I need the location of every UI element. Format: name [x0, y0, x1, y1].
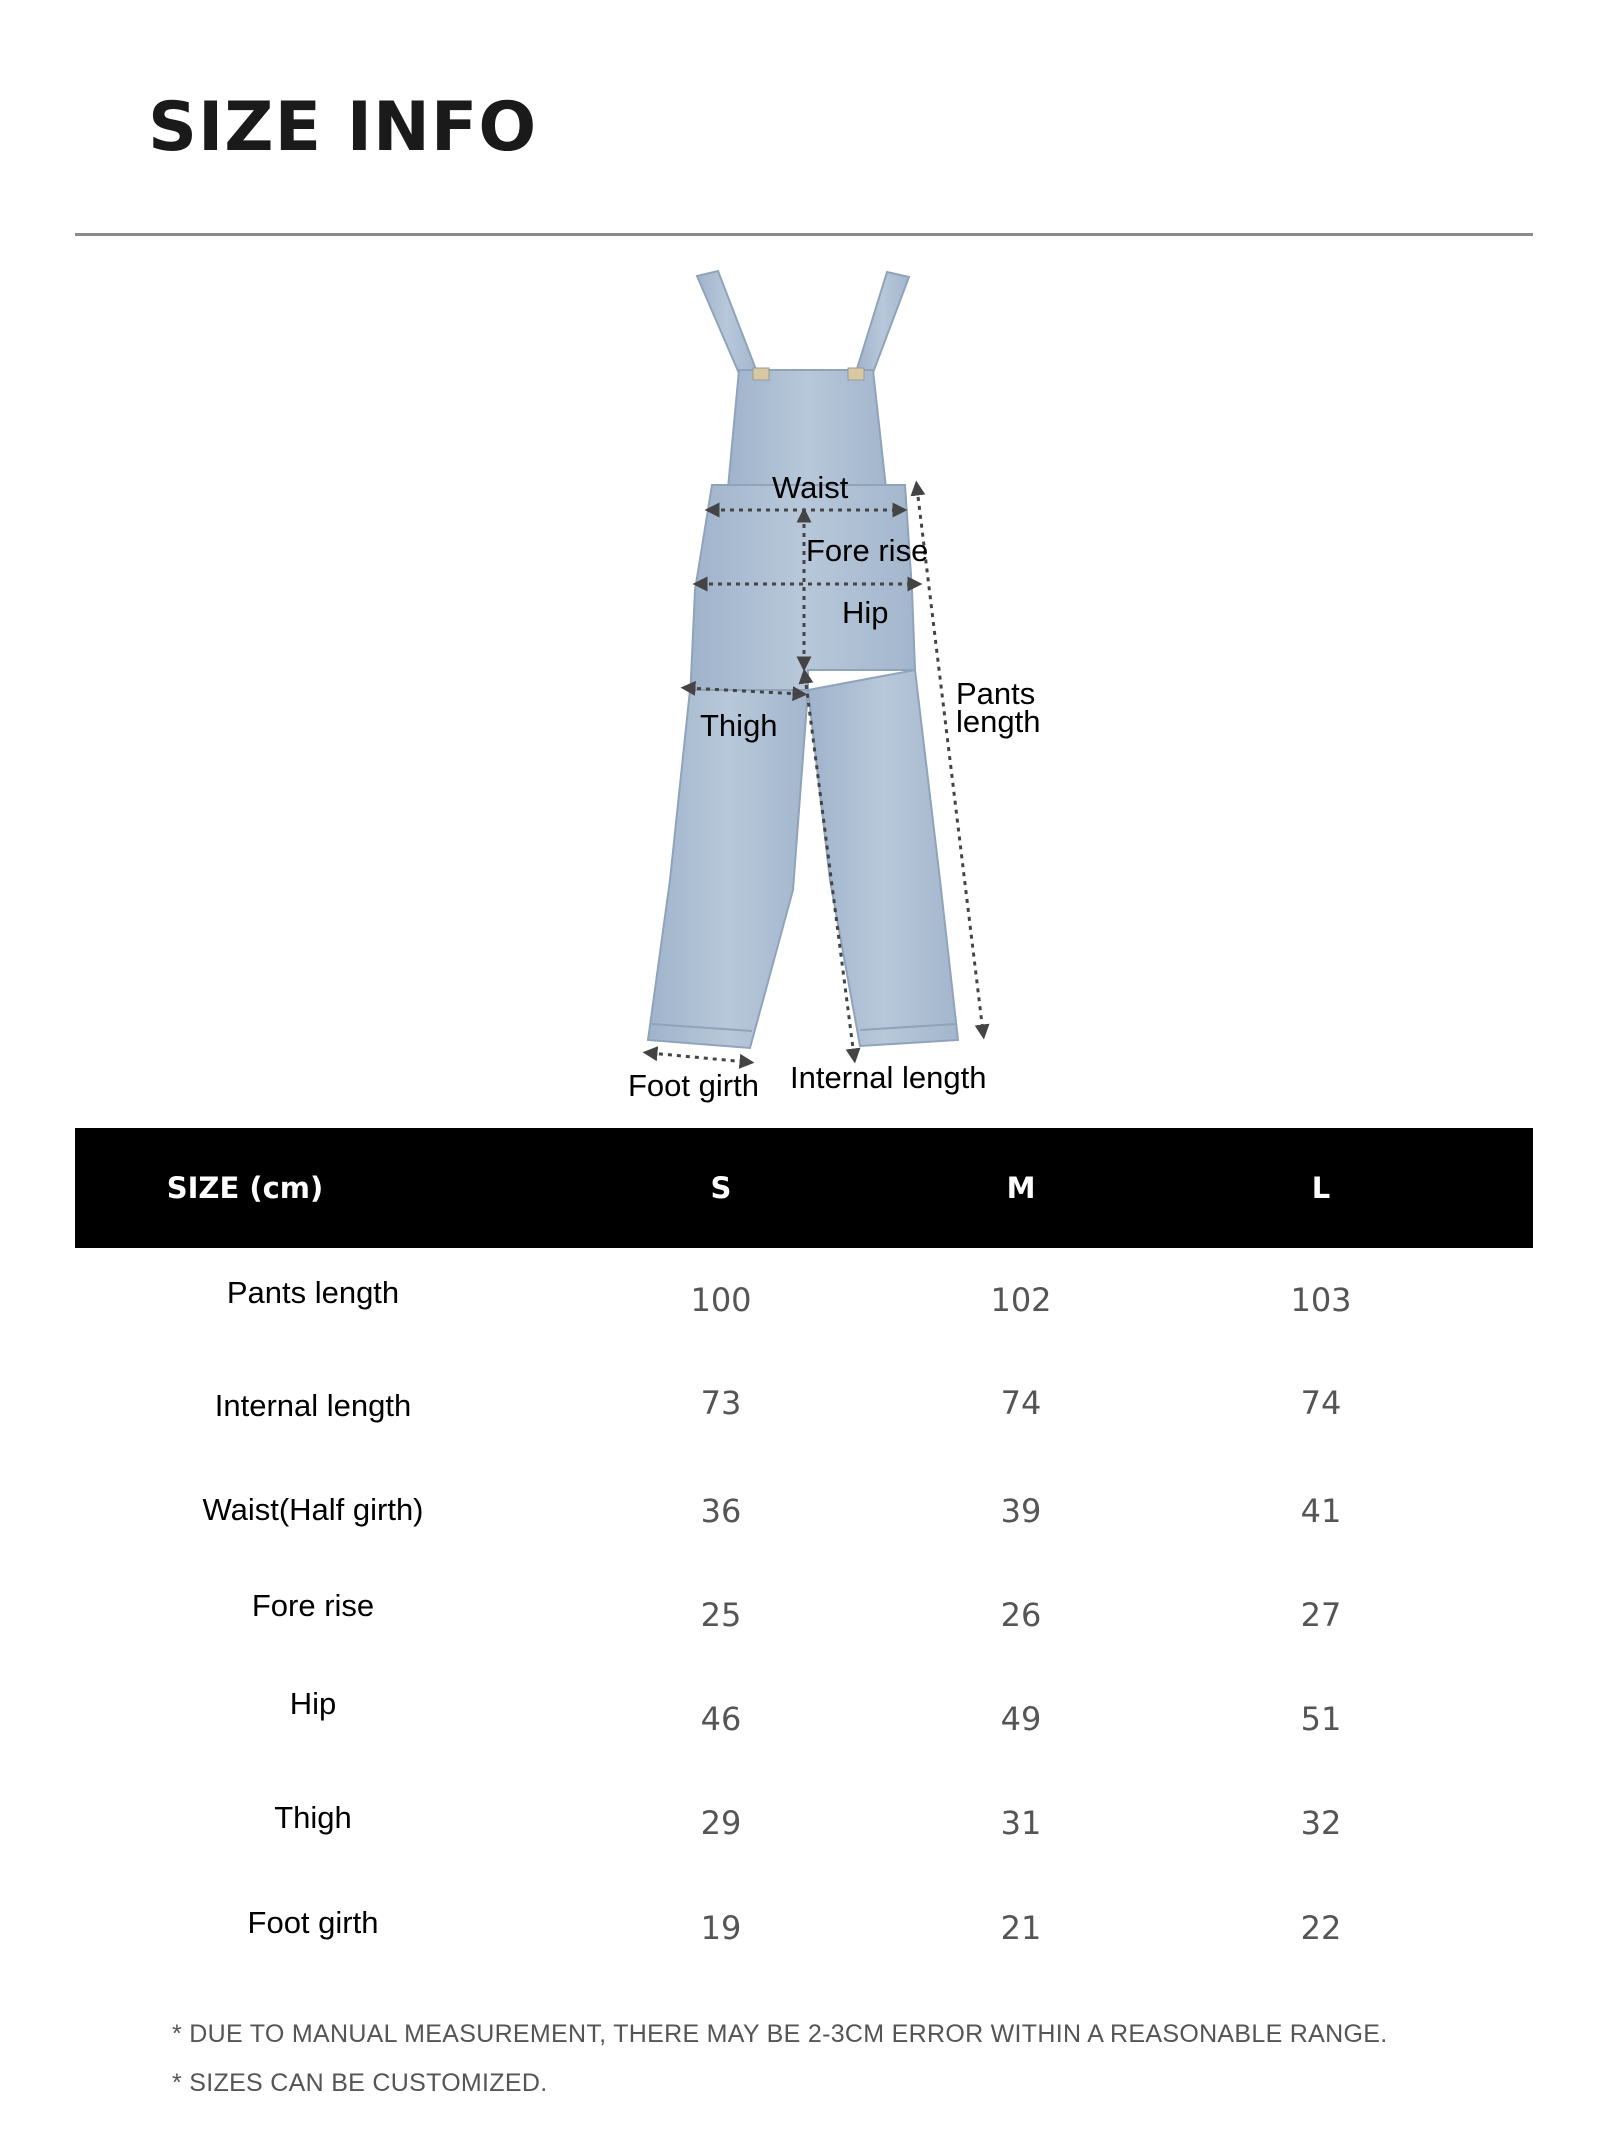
- label-internal-length: Internal length: [790, 1060, 987, 1095]
- header-size-s: S: [710, 1171, 732, 1205]
- value-s: 73: [700, 1384, 742, 1422]
- customization-note: * SIZES CAN BE CUSTOMIZED.: [172, 2069, 548, 2097]
- page-title: SIZE INFO: [148, 88, 538, 167]
- table-row: [75, 1686, 1533, 1786]
- right-leg: [808, 670, 958, 1046]
- value-l: 41: [1300, 1492, 1342, 1530]
- value-l: 74: [1300, 1384, 1342, 1422]
- value-s: 19: [700, 1909, 742, 1947]
- row-label: Pants length: [226, 1275, 400, 1310]
- left-strap: [697, 271, 757, 378]
- table-row: [75, 1588, 1533, 1688]
- row-label: Hip: [289, 1686, 337, 1721]
- label-pants-length-line2: length: [956, 704, 1041, 739]
- value-l: 27: [1300, 1596, 1342, 1634]
- value-s: 46: [700, 1700, 742, 1738]
- table-row: [75, 1492, 1533, 1592]
- value-m: 39: [1000, 1492, 1042, 1530]
- label-foot-girth: Foot girth: [628, 1068, 759, 1103]
- foot-girth-arrow: [650, 1053, 747, 1062]
- left-leg: [648, 690, 808, 1048]
- header-size-m: M: [1006, 1171, 1036, 1205]
- label-fore-rise: Fore rise: [806, 533, 929, 568]
- value-m: 21: [1000, 1909, 1042, 1947]
- table-row: [75, 1800, 1533, 1900]
- value-s: 36: [700, 1492, 742, 1530]
- row-label: Fore rise: [251, 1588, 375, 1623]
- value-m: 74: [1000, 1384, 1042, 1422]
- size-table-header: [75, 1128, 1533, 1248]
- row-label: Foot girth: [247, 1905, 379, 1940]
- value-m: 31: [1000, 1804, 1042, 1842]
- row-label: Waist(Half girth): [202, 1492, 424, 1527]
- table-row: [75, 1905, 1533, 2005]
- value-s: 29: [700, 1804, 742, 1842]
- value-m: 49: [1000, 1700, 1042, 1738]
- value-s: 100: [690, 1281, 752, 1319]
- value-s: 25: [700, 1596, 742, 1634]
- header-size-cm: SIZE (cm): [166, 1171, 324, 1205]
- value-l: 103: [1290, 1281, 1352, 1319]
- table-row: [75, 1275, 1533, 1375]
- measurement-note: * DUE TO MANUAL MEASUREMENT, THERE MAY BE 2-3CM ERROR WITHIN A REASONABLE RANGE.: [172, 2020, 1388, 2048]
- row-label: Internal length: [214, 1388, 412, 1423]
- label-waist: Waist: [772, 470, 849, 505]
- label-thigh: Thigh: [700, 708, 778, 743]
- right-strap: [856, 272, 909, 378]
- value-m: 102: [990, 1281, 1052, 1319]
- header-size-l: L: [1311, 1171, 1331, 1205]
- value-l: 51: [1300, 1700, 1342, 1738]
- value-l: 32: [1300, 1804, 1342, 1842]
- value-l: 22: [1300, 1909, 1342, 1947]
- label-hip: Hip: [842, 595, 889, 630]
- row-label: Thigh: [274, 1800, 352, 1835]
- value-m: 26: [1000, 1596, 1042, 1634]
- label-pants-length-line1: Pants: [956, 676, 1036, 711]
- table-row: [75, 1384, 1533, 1488]
